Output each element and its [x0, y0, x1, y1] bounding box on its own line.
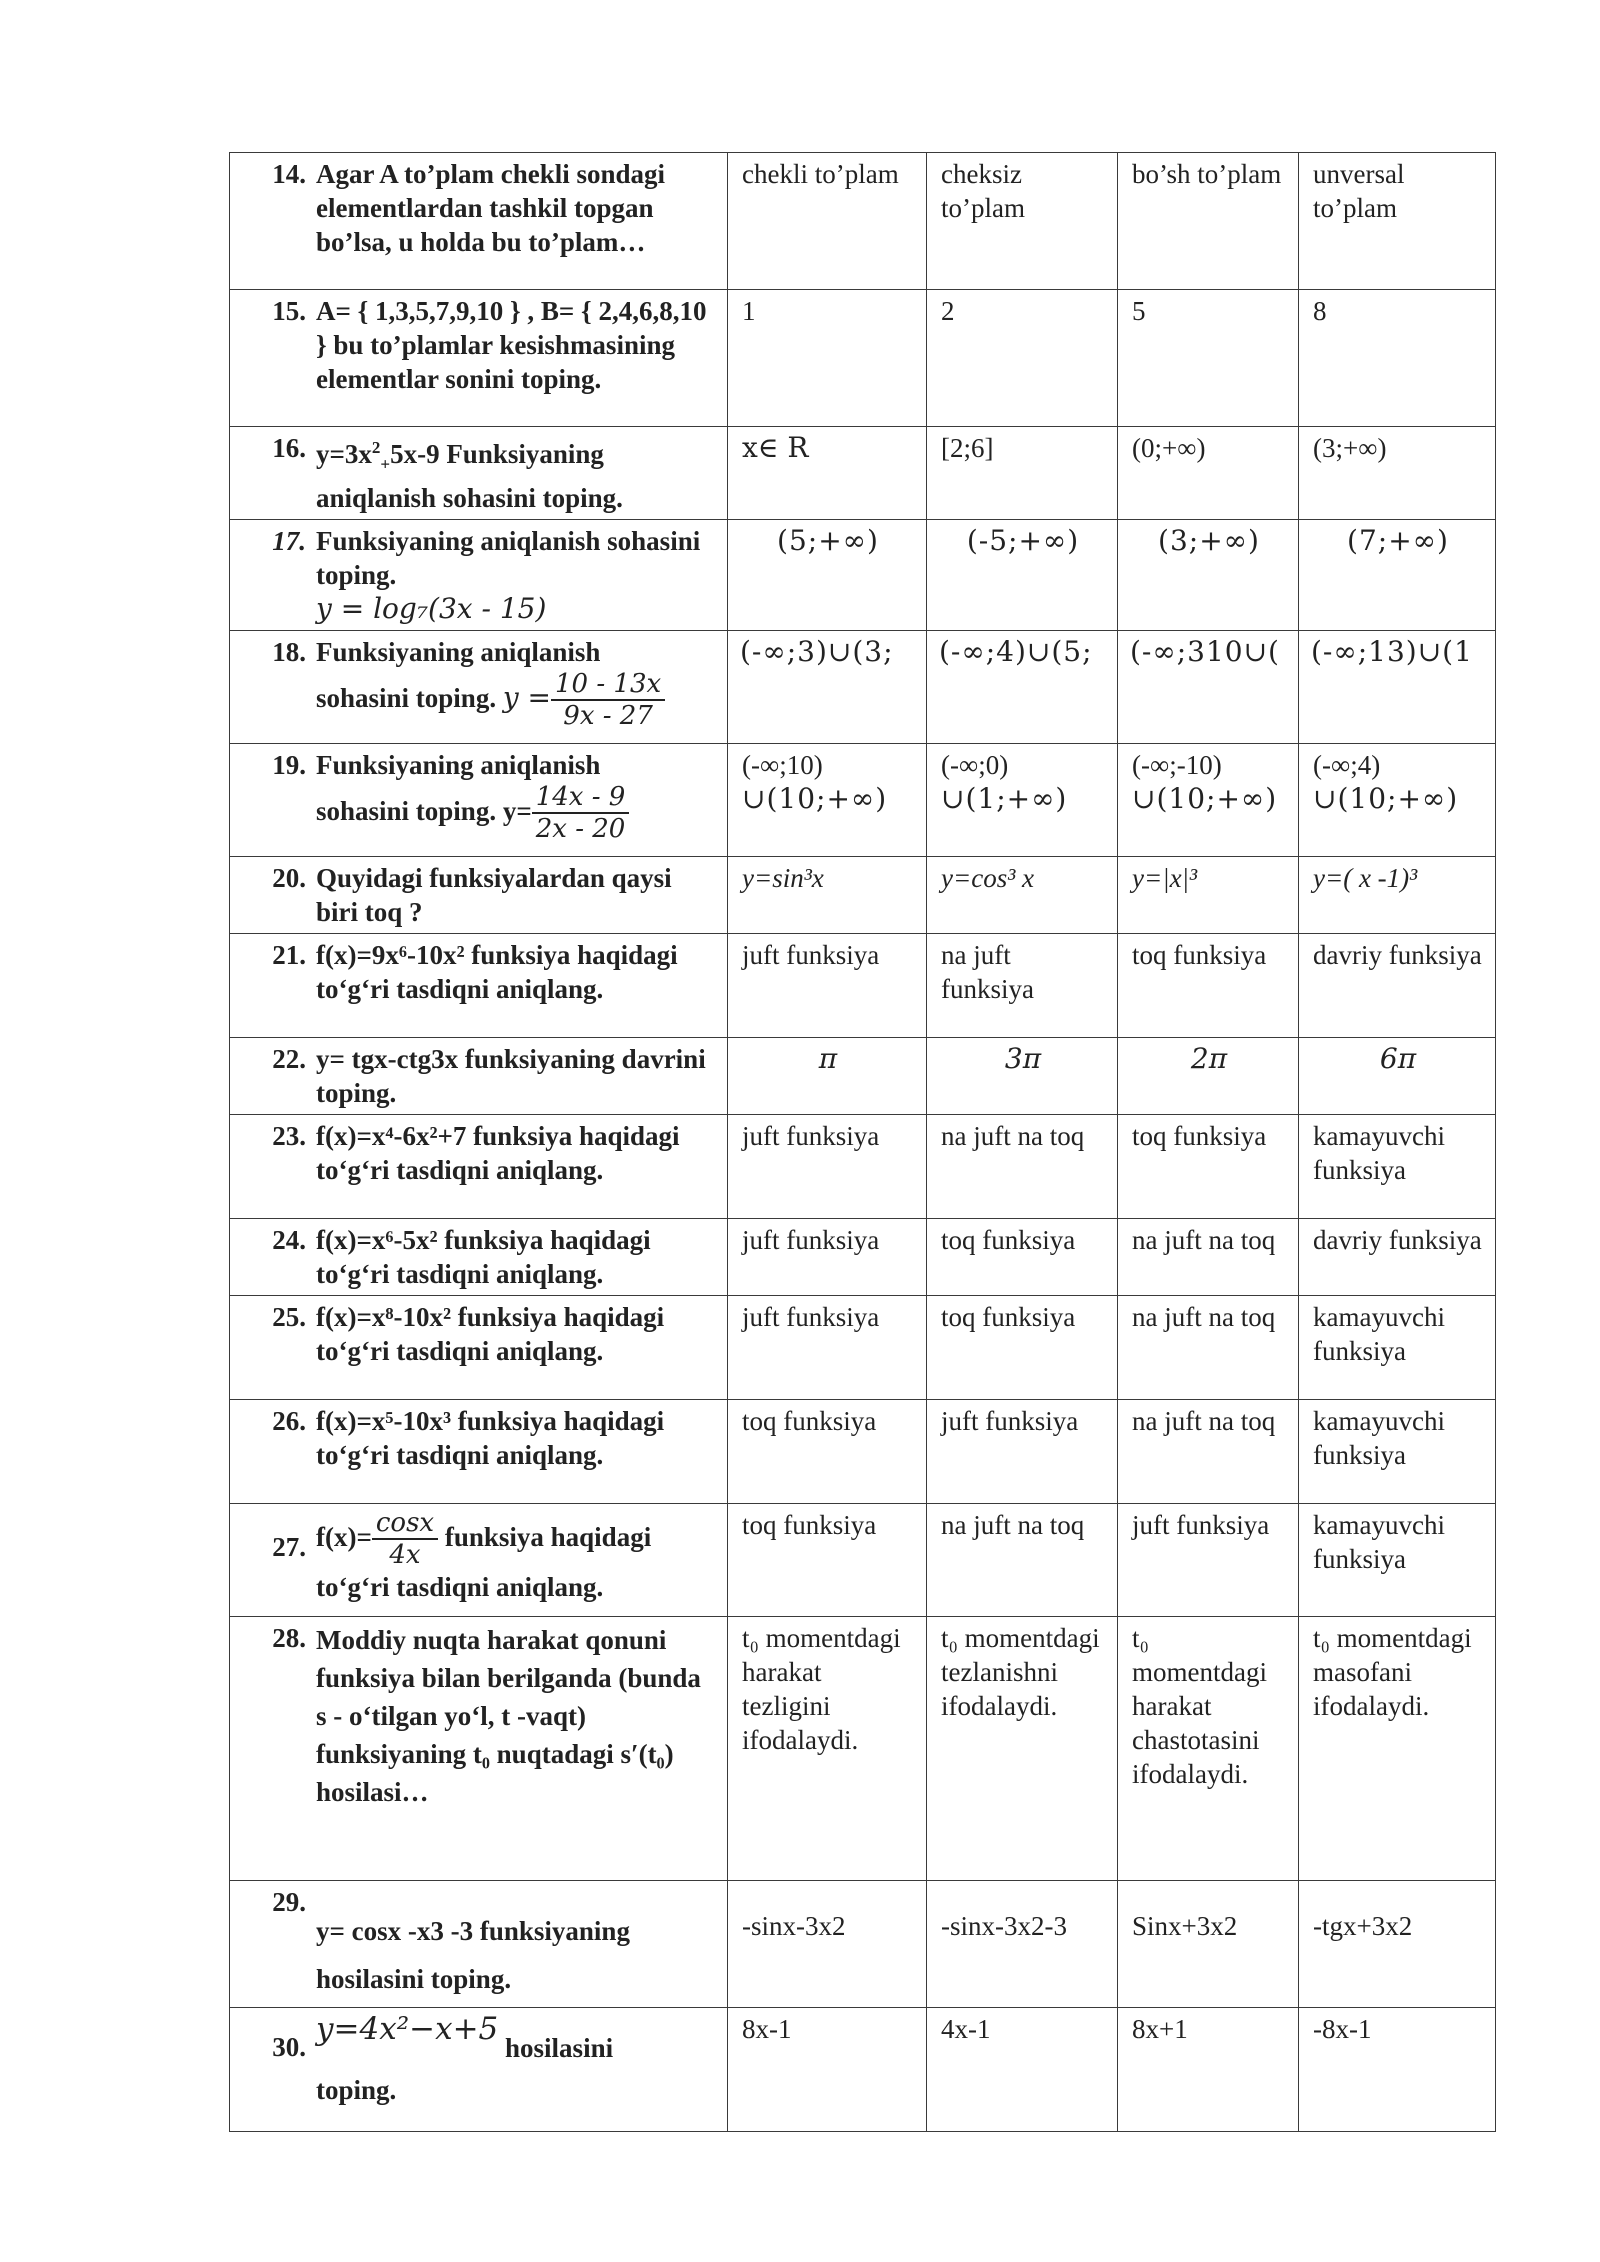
test-sheet: [229, 152, 1495, 2132]
question-cell: [230, 1504, 728, 1617]
question-cell: [230, 631, 728, 744]
fraction: $\frac{\cos x}{4x}$: [372, 1508, 438, 1570]
question-text: Funksiyaning aniqlanish sohasini toping.: [316, 526, 701, 591]
fraction: $\frac{10 - 13x}{9x - 27}$: [551, 669, 665, 731]
question-text: f(x)=: [316, 1521, 372, 1552]
question-cell: [230, 1400, 728, 1504]
answer-d: (7;+∞): [1299, 520, 1496, 631]
answer-d: (-∞;4) ∪(10;+∞): [1299, 744, 1496, 857]
answer-b: (-∞;0) ∪(1;+∞): [927, 744, 1118, 857]
answer-c: na juft na toq: [1118, 1400, 1299, 1504]
question-text: Moddiy nuqta harakat qonuni funksiya bilan berilganda (bunda s - o‘tilgan yo‘l, t -vaqt) funksiyaning t₀ nuqtadagi s′(t₀) hosilasi…: [316, 1625, 701, 1808]
question-text: f(x)=x⁴-6x²+7 funksiya haqidagi to‘g‘ri tasdiqni aniqlang.: [316, 1121, 680, 1186]
question-text-2: sohasini toping.: [316, 682, 497, 713]
table-row: [230, 1504, 1496, 1617]
answer-a: toq funksiya: [728, 1400, 927, 1504]
answer-a: juft funksiya: [728, 1296, 927, 1400]
question-number: 23.: [272, 1121, 306, 1152]
question-text: Funksiyaning aniqlanish: [316, 750, 601, 781]
answer-c: na juft na toq: [1118, 1219, 1299, 1296]
question-number: 29.: [272, 1887, 306, 1918]
answer-b: toq funksiya: [927, 1219, 1118, 1296]
question-text: y= cosx -x3 -3 funksiyaning hosilasini toping.: [316, 1916, 630, 1995]
fraction: $\frac{14x - 9}{2x - 20}$: [532, 782, 630, 844]
answer-c: 2π: [1118, 1038, 1299, 1115]
question-table: [229, 152, 1496, 2132]
table-row: [230, 1115, 1496, 1219]
question-text: f(x)=x⁸-10x² funksiya haqidagi to‘g‘ri tasdiqni aniqlang.: [316, 1302, 665, 1367]
answer-a: 1: [728, 290, 927, 427]
answer-a: juft funksiya: [728, 1219, 927, 1296]
answer-c: bo’sh to’plam: [1118, 153, 1299, 290]
question-cell: [230, 1617, 728, 1881]
question-number: 30.: [272, 2032, 306, 2063]
derivative-formula: y=4x²−x+5: [316, 2011, 499, 2048]
answer-c: 5: [1118, 290, 1299, 427]
question-cell: [230, 520, 728, 631]
question-cell: [230, 153, 728, 290]
question-number: 24.: [272, 1225, 306, 1256]
answer-b: t₀ momentdagi tezlanishni ifodalaydi.: [927, 1617, 1118, 1881]
answer-b: na juft na toq: [927, 1115, 1118, 1219]
question-text-2: toping.: [316, 2075, 397, 2106]
answer-d: kamayuvchi funksiya: [1299, 1504, 1496, 1617]
answer-a: juft funksiya: [728, 934, 927, 1038]
answer-c: toq funksiya: [1118, 934, 1299, 1038]
answer-b: (-∞;4)∪(5;: [927, 631, 1118, 744]
question-number: 18.: [272, 637, 306, 668]
question-number: 28.: [272, 1623, 306, 1654]
answer-d: kamayuvchi funksiya: [1299, 1296, 1496, 1400]
question-number: 19.: [272, 750, 306, 781]
question-number: 17.: [272, 526, 306, 557]
answer-c: na juft na toq: [1118, 1296, 1299, 1400]
question-cell: [230, 290, 728, 427]
answer-c: (0;+∞): [1118, 427, 1299, 520]
answer-b: 4x-1: [927, 2008, 1118, 2132]
answer-b: juft funksiya: [927, 1400, 1118, 1504]
answer-a: toq funksiya: [728, 1504, 927, 1617]
answer-d: (3;+∞): [1299, 427, 1496, 520]
question-text: hosilasini: [505, 2033, 614, 2064]
answer-d: 8: [1299, 290, 1496, 427]
answer-d: (-∞;13)∪(1: [1299, 631, 1496, 744]
question-text: f(x)=9x⁶-10x² funksiya haqidagi to‘g‘ri tasdiqni aniqlang.: [316, 940, 678, 1005]
answer-b: 3π: [927, 1038, 1118, 1115]
answer-c: (-∞;310∪(: [1118, 631, 1299, 744]
table-row: [230, 1038, 1496, 1115]
answer-b: -sinx-3x2-3: [927, 1881, 1118, 2008]
table-row: [230, 1219, 1496, 1296]
formula-lhs: y =: [502, 680, 552, 714]
answer-a: -sinx-3x2: [728, 1881, 927, 2008]
answer-a: π: [728, 1038, 927, 1115]
question-text: f(x)=x⁶-5x² funksiya haqidagi to‘g‘ri tasdiqni aniqlang.: [316, 1225, 651, 1290]
answer-d: kamayuvchi funksiya: [1299, 1400, 1496, 1504]
table-row: [230, 427, 1496, 520]
question-text: Funksiyaning aniqlanish: [316, 637, 601, 668]
table-row: [230, 1617, 1496, 1881]
table-row: [230, 290, 1496, 427]
question-number: 14.: [272, 159, 306, 189]
answer-d: -tgx+3x2: [1299, 1881, 1496, 2008]
question-text-3: to‘g‘ri tasdiqni aniqlang.: [316, 1572, 604, 1603]
table-row: [230, 1400, 1496, 1504]
question-number: 15.: [272, 296, 306, 326]
table-row: [230, 153, 1496, 290]
question-cell: [230, 1296, 728, 1400]
answer-c: toq funksiya: [1118, 1115, 1299, 1219]
answer-c: (3;+∞): [1118, 520, 1299, 631]
question-cell: [230, 934, 728, 1038]
question-text: Quyidagi funksiyalardan qaysi biri toq ?: [316, 863, 672, 928]
answer-a: juft funksiya: [728, 1115, 927, 1219]
table-row: [230, 2008, 1496, 2132]
log-formula: y = log₇(3x - 15): [316, 592, 547, 626]
answer-c: y=|x|³: [1118, 857, 1299, 934]
question-number: 16.: [272, 433, 306, 463]
answer-d: davriy funksiya: [1299, 1219, 1496, 1296]
table-row: [230, 1881, 1496, 2008]
question-cell: [230, 1038, 728, 1115]
question-number: 27.: [272, 1532, 306, 1563]
question-text-2: sohasini toping. y=: [316, 795, 532, 826]
table-row: [230, 631, 1496, 744]
answer-a: 8x-1: [728, 2008, 927, 2132]
answer-a: (-∞;3)∪(3;: [728, 631, 927, 744]
question-cell: [230, 1881, 728, 2008]
answer-b: na juft na toq: [927, 1504, 1118, 1617]
answer-b: na juft funksiya: [927, 934, 1118, 1038]
question-text: A= { 1,3,5,7,9,10 } , B= { 2,4,6,8,10 } bu to’plamlar kesishmasining elementlar sonini toping.: [316, 296, 707, 394]
question-text-2: funksiya haqidagi: [444, 1521, 652, 1552]
table-row: [230, 1296, 1496, 1400]
answer-c: t₀ momentdagi harakat chastotasini ifodalaydi.: [1118, 1617, 1299, 1881]
table-row: [230, 934, 1496, 1038]
answer-c: 8x+1: [1118, 2008, 1299, 2132]
answer-b: cheksiz to’plam: [927, 153, 1118, 290]
answer-a: (5;+∞): [728, 520, 927, 631]
answer-c: juft funksiya: [1118, 1504, 1299, 1617]
answer-b: [2;6]: [927, 427, 1118, 520]
question-number: 21.: [272, 940, 306, 971]
question-number: 26.: [272, 1406, 306, 1437]
question-text: $y=3x^2_+5x-9$ Funksiyaning aniqlanish sohasini toping.: [316, 438, 623, 514]
question-number: 20.: [272, 863, 306, 894]
question-number: 22.: [272, 1044, 306, 1075]
answer-d: kamayuvchi funksiya: [1299, 1115, 1496, 1219]
table-row: [230, 744, 1496, 857]
answer-d: -8x-1: [1299, 2008, 1496, 2132]
question-cell: [230, 1219, 728, 1296]
answer-a: y=sin³x: [728, 857, 927, 934]
question-text: y= tgx-ctg3x funksiyaning davrini toping.: [316, 1044, 706, 1109]
answer-d: davriy funksiya: [1299, 934, 1496, 1038]
answer-b: y=cos³ x: [927, 857, 1118, 934]
answer-a: chekli to’plam: [728, 153, 927, 290]
table-row: [230, 520, 1496, 631]
answer-a: x∈ R: [728, 427, 927, 520]
answer-d: y=( x -1)³: [1299, 857, 1496, 934]
answer-b: 2: [927, 290, 1118, 427]
question-cell: [230, 2008, 728, 2132]
answer-b: toq funksiya: [927, 1296, 1118, 1400]
question-cell: [230, 427, 728, 520]
question-cell: [230, 857, 728, 934]
answer-c: (-∞;-10) ∪(10;+∞): [1118, 744, 1299, 857]
question-number: 25.: [272, 1302, 306, 1333]
answer-b: (-5;+∞): [927, 520, 1118, 631]
answer-d: 6π: [1299, 1038, 1496, 1115]
answer-c: Sinx+3x2: [1118, 1881, 1299, 2008]
table-row: [230, 857, 1496, 934]
question-cell: [230, 744, 728, 857]
answer-d: unversal to’plam: [1299, 153, 1496, 290]
answer-d: t₀ momentdagi masofani ifodalaydi.: [1299, 1617, 1496, 1881]
question-text: Agar A to’plam chekli sondagi elementlardan tashkil topgan bo’lsa, u holda bu to’plam…: [316, 159, 666, 257]
answer-a: t₀ momentdagi harakat tezligini ifodalaydi.: [728, 1617, 927, 1881]
answer-a: (-∞;10) ∪(10;+∞): [728, 744, 927, 857]
question-cell: [230, 1115, 728, 1219]
question-text: f(x)=x⁵-10x³ funksiya haqidagi to‘g‘ri tasdiqni aniqlang.: [316, 1406, 665, 1471]
